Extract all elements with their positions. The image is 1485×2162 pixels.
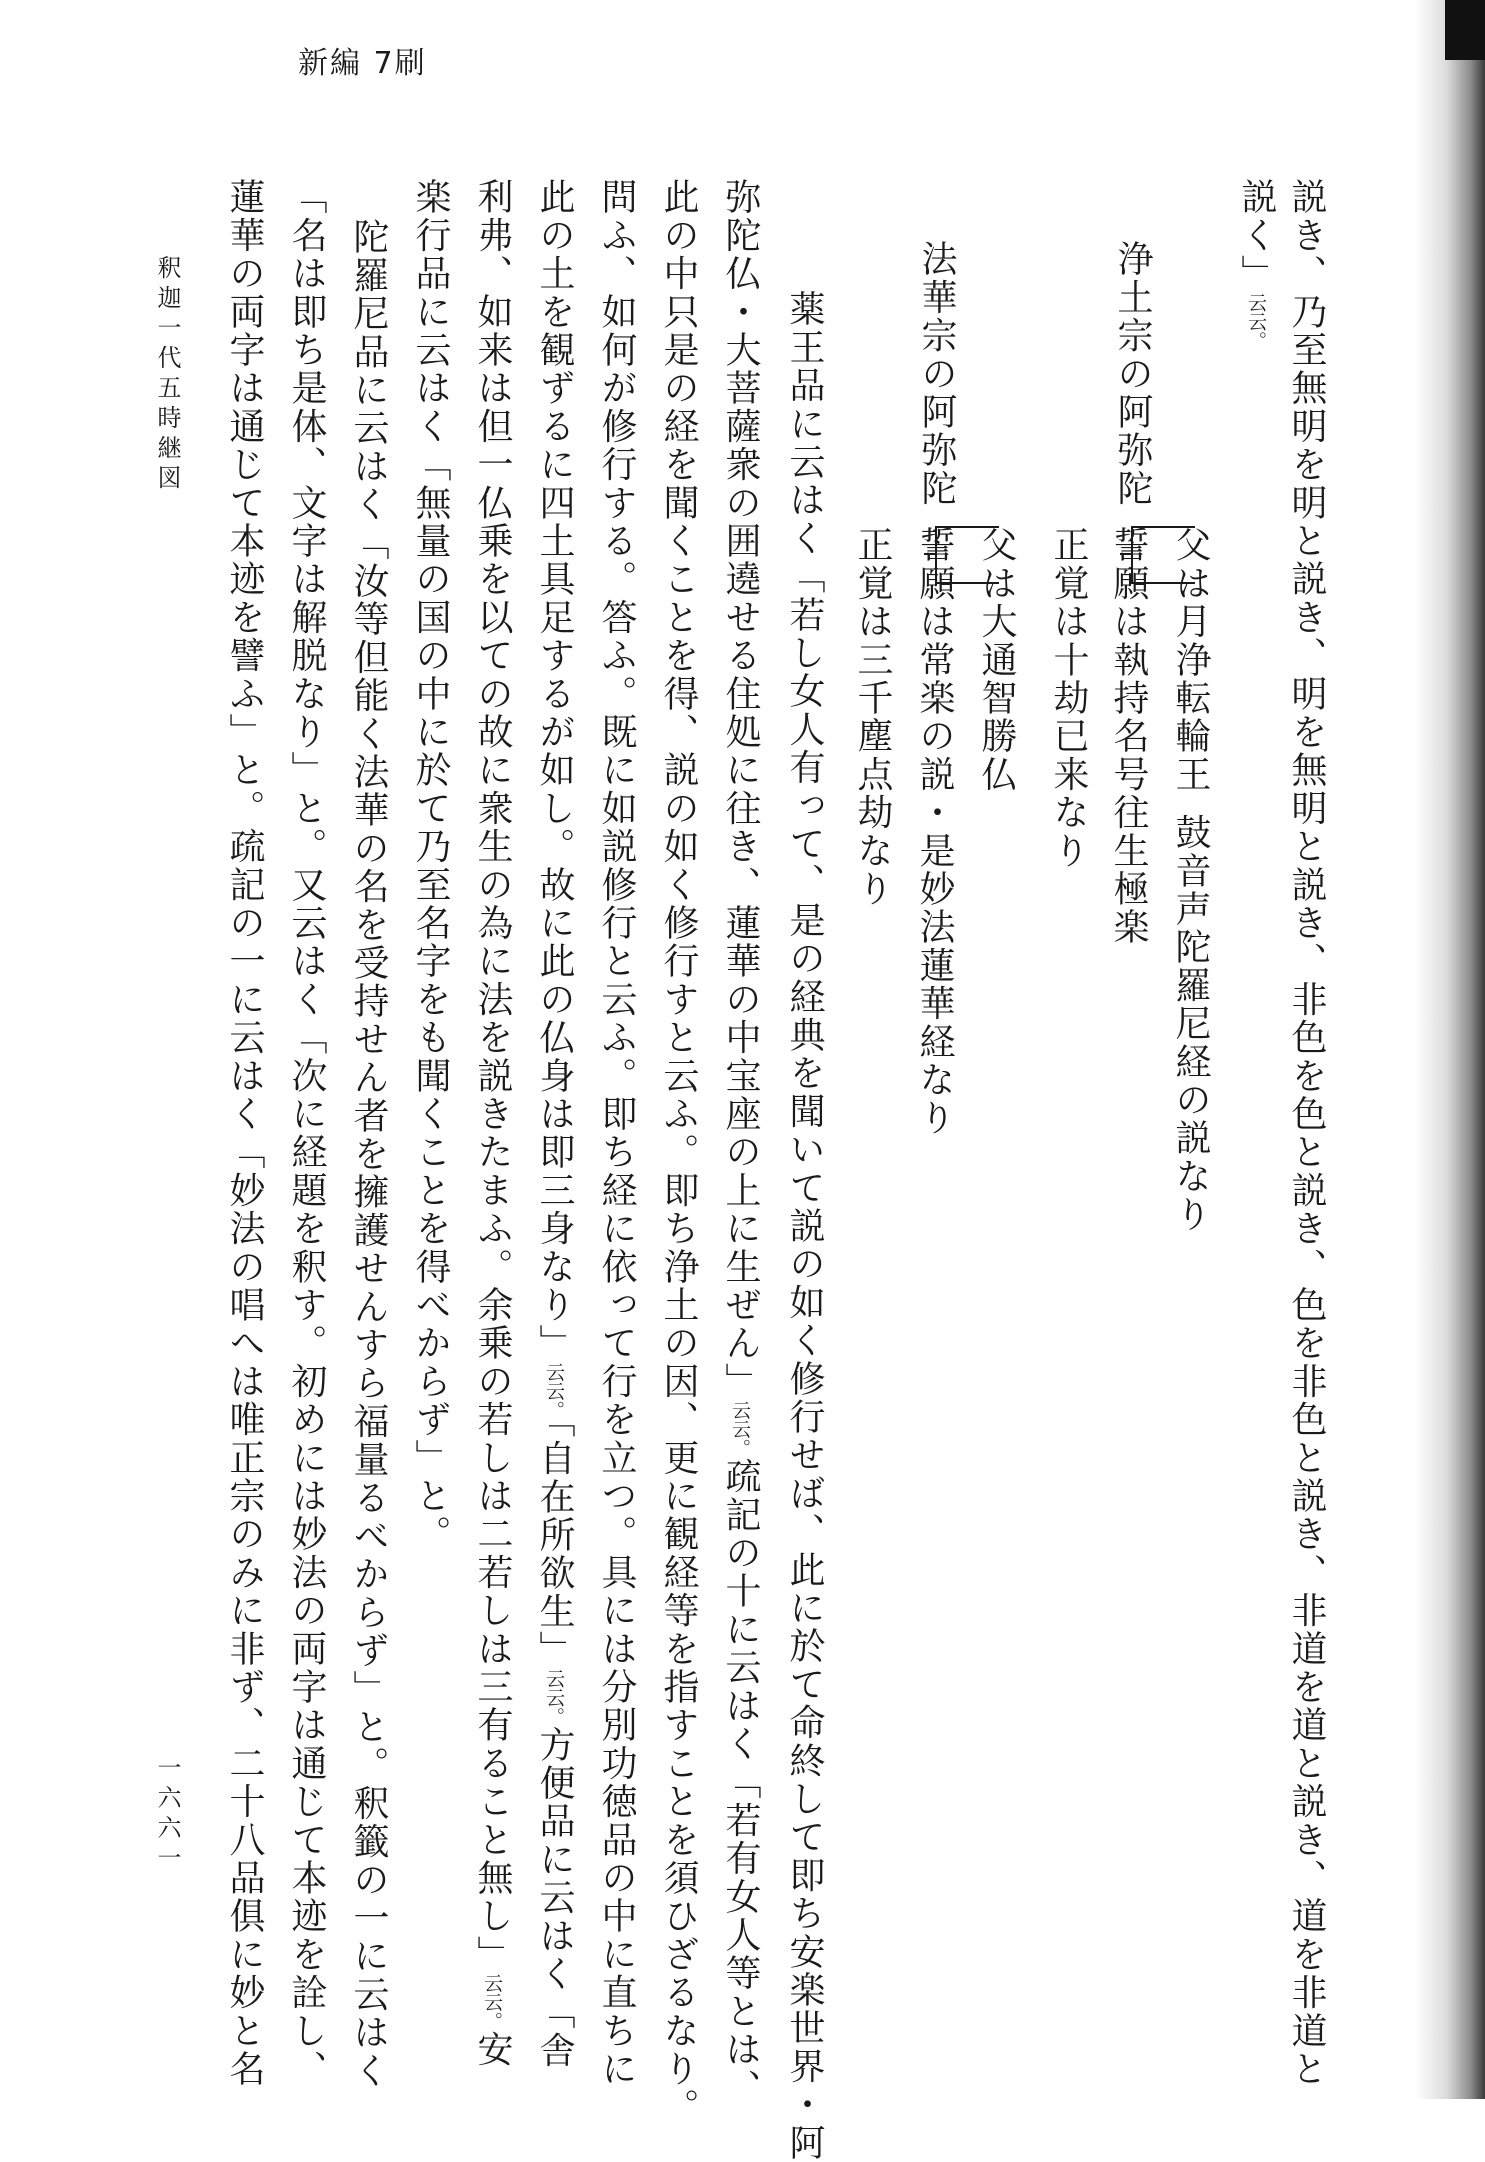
hokke-branch-vow: 誓願は常楽の説・是妙法蓮華経なり [914, 526, 955, 1138]
text-column-18: 蓮華の両字は通じて本迹を譬ふ」と。疏記の一に云はく「妙法の唱へは唯正宗のみに非ず、二十八品俱に妙と名 [224, 178, 265, 2088]
text-segment: 「自在所欲生」 [534, 1419, 575, 1669]
text-column-11: 此の中只是の経を聞くことを得、説の如く修行すと云ふ。即ち浄土の因、更に観経等を指すことを須ひざるなり。 [658, 178, 699, 2127]
jodo-label: 浄土宗の阿弥陀 [1112, 240, 1153, 508]
text-column-16: 陀羅尼品に云はく「汝等但能く法華の名を受持せん者を擁護せんすら福量るべからず」と。釈籤の一に云はく [348, 218, 389, 2090]
text-column-17: 「名は即ち是体、文字は解脱なり」と。又云はく「次に経題を釈す。初めには妙法の両字は通じて本迹を詮し、 [286, 178, 327, 2088]
jodo-father-sutra: 鼓音声陀羅尼経の説なり [1170, 813, 1211, 1234]
annotation-unun: 云云。 [481, 1973, 503, 2031]
header-title: 新編 7刷 [298, 46, 427, 81]
text-column-15: 楽行品に云はく「無量の国の中に於て乃至名字をも聞くことを得べからず」と。 [410, 178, 451, 1554]
text-segment: 此の土を観ずるに四土具足するが如し。故に此の仏身は即三身なり」 [534, 178, 575, 1363]
footer-book-title: 釈迦一代五時継図 [153, 255, 181, 495]
text-column-14 [472, 178, 513, 2069]
text-segment: 利弗、如来は但一仏乗を以ての故に衆生の為に法を説きたまふ。余乗の若しは二若しは三有ること無し」 [472, 178, 513, 1974]
text-segment: 説く」 [1236, 178, 1277, 293]
text-segment: 方便品に云はく「舎 [534, 1725, 575, 2070]
text-segment: 安 [472, 2030, 513, 2069]
annotation-unun: 云云。 [543, 1362, 565, 1420]
jodo-branch-vow: 誓願は執持名号往生極楽 [1108, 526, 1149, 947]
jodo-branch-father [1170, 526, 1211, 1234]
annotation-unun: 云云。 [729, 1400, 751, 1458]
text-segment: 弥陀仏・大菩薩衆の囲遶せる住処に往き、蓮華の中宝座の上に生ぜん」 [720, 178, 761, 1401]
hokke-branch-enlightenment: 正覚は三千塵点劫なり [852, 526, 893, 908]
page-number: 一六六一 [153, 1755, 181, 1875]
text-column-2 [1236, 178, 1277, 350]
text-column-12: 問ふ、如何が修行する。答ふ。既に如説修行と云ふ。即ち経に依って行を立つ。具には分別功徳品の中に直ちに [596, 178, 637, 2088]
jodo-branch-enlightenment: 正覚は十劫已来なり [1048, 526, 1089, 870]
text-column-1: 説き、乃至無明を明と説き、明を無明と説き、非色を色と説き、色を非色と説き、非道を道と説き、道を非道と [1286, 178, 1327, 2088]
page-corner-shadow [1445, 0, 1485, 60]
jodo-father-text: 父は月浄転輪王 [1170, 526, 1211, 794]
text-column-10 [720, 178, 761, 2107]
text-column-9: 薬王品に云はく「若し女人有って、是の経典を聞いて説の如く修行せば、此に於て命終して即ち安楽世界・阿 [784, 290, 825, 2162]
annotation-unun: 云云。 [1245, 292, 1267, 350]
hokke-label: 法華宗の阿弥陀 [916, 240, 957, 508]
page-edge-shadow [1415, 0, 1485, 2099]
hokke-branch-father: 父は大通智勝仏 [976, 526, 1017, 794]
text-column-13 [534, 178, 575, 2070]
text-segment: 疏記の十に云はく「若有女人等とは、 [720, 1457, 761, 2107]
annotation-unun: 云云。 [543, 1668, 565, 1726]
